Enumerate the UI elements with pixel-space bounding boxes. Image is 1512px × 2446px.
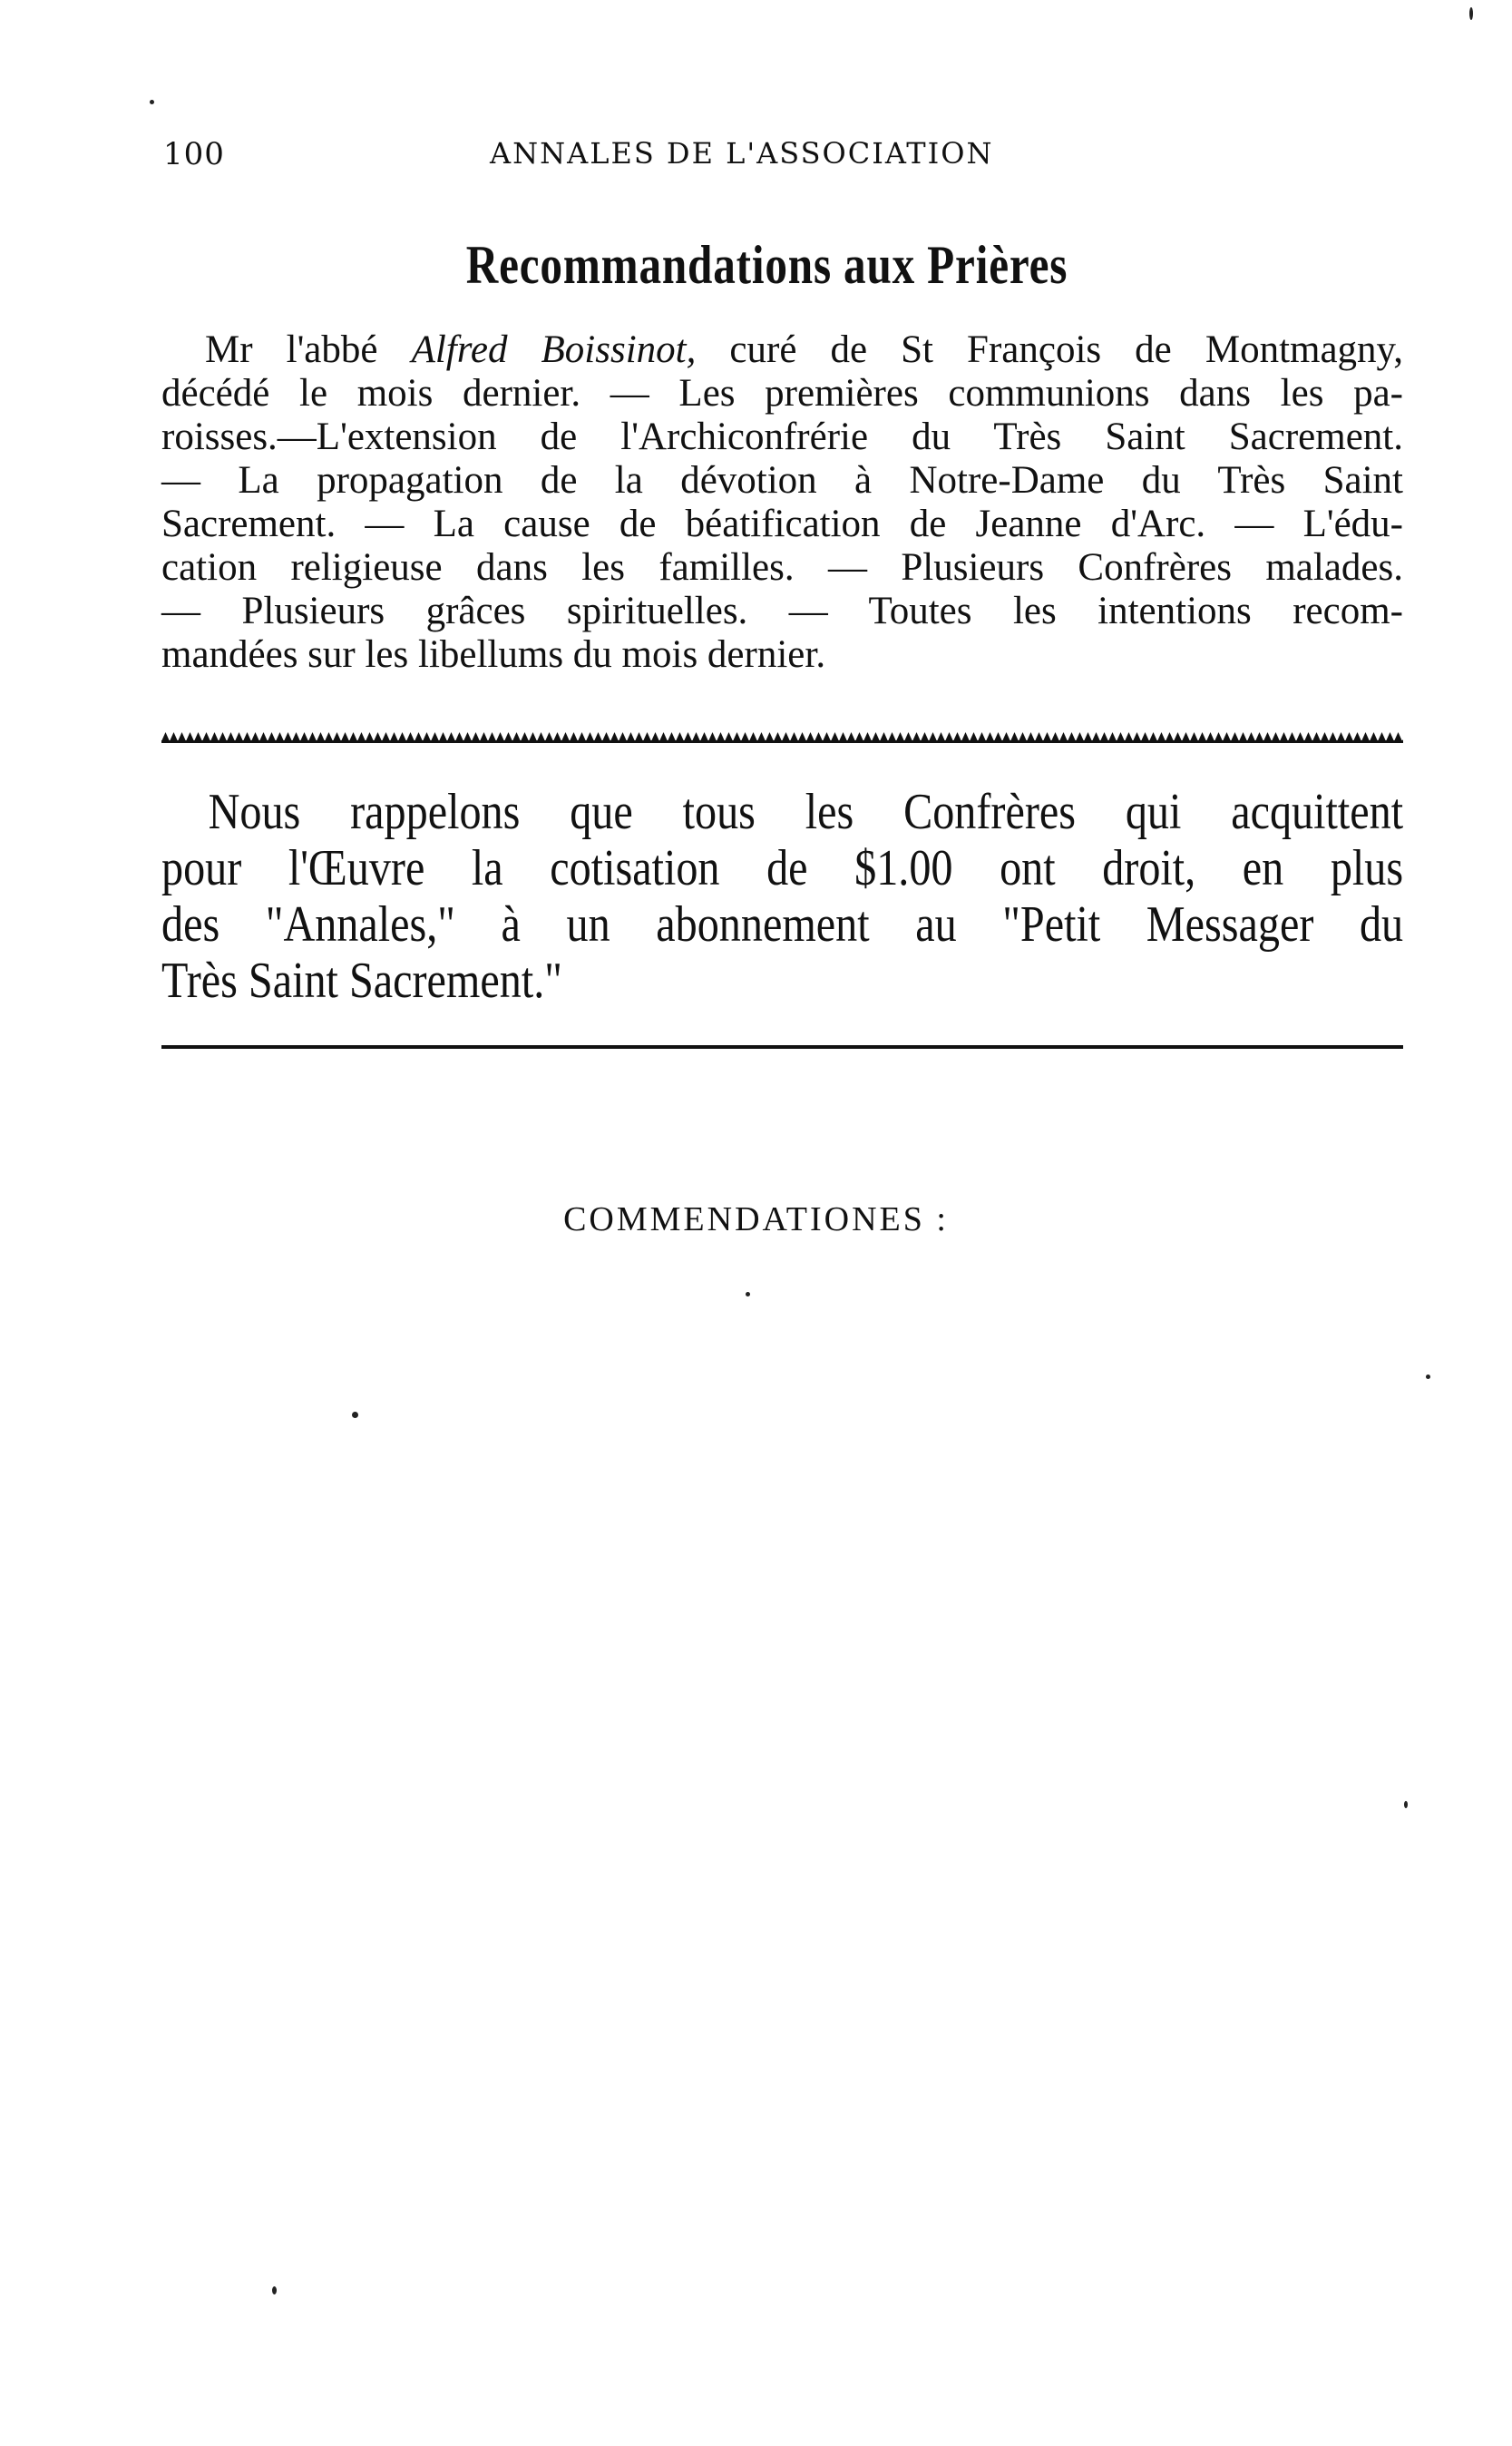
paragraph-line: — La propagation de la dévotion à Notre-Dame du Très Saint: [161, 459, 1403, 502]
scan-speck: [150, 100, 154, 104]
paragraph-line: mandées sur les libellums du mois dernier.: [161, 633, 826, 676]
scan-speck: [1469, 7, 1473, 20]
scan-speck: [1404, 1801, 1408, 1808]
notice-line: Nous rappelons que tous les Confrères qui acquittent: [208, 784, 1404, 840]
scan-speck: [352, 1412, 358, 1418]
paragraph-line: — Plusieurs grâces spirituelles. — Toutes les intentions recom-: [161, 590, 1403, 632]
paragraph-line: Mr l'abbé Alfred Boissinot, curé de St François de Montmagny,: [205, 328, 1404, 371]
ornamental-divider: [161, 730, 1403, 743]
paragraph-line: Sacrement. — La cause de béatification de Jeanne d'Arc. — L'édu-: [161, 503, 1403, 545]
section-heading: Recommandations aux Prières: [465, 235, 1068, 295]
scan-speck: [746, 1292, 750, 1296]
italic-name: Alfred Boissinot,: [411, 328, 697, 371]
notice-line: des "Annales," à un abonnement au "Petit Messager du: [161, 896, 1404, 953]
paragraph-line: roisses.—L'extension de l'Archiconfrérie du Très Saint Sacrement.: [161, 416, 1403, 458]
horizontal-rule: [161, 1045, 1403, 1049]
page-number: 100: [163, 136, 225, 172]
notice-line: Très Saint Sacrement.": [161, 953, 562, 1009]
commendationes-heading: COMMENDATIONES :: [563, 1200, 949, 1238]
running-title: ANNALES DE L'ASSOCIATION: [490, 136, 994, 171]
scan-speck: [272, 2286, 277, 2294]
paragraph-line: cation religieuse dans les familles. — Plusieurs Confrères malades.: [161, 546, 1403, 589]
notice-line: pour l'Œuvre la cotisation de $1.00 ont droit, en plus: [161, 840, 1404, 896]
paragraph-line: décédé le mois dernier. — Les premières communions dans les pa-: [161, 372, 1403, 415]
scan-speck: [1426, 1375, 1430, 1379]
